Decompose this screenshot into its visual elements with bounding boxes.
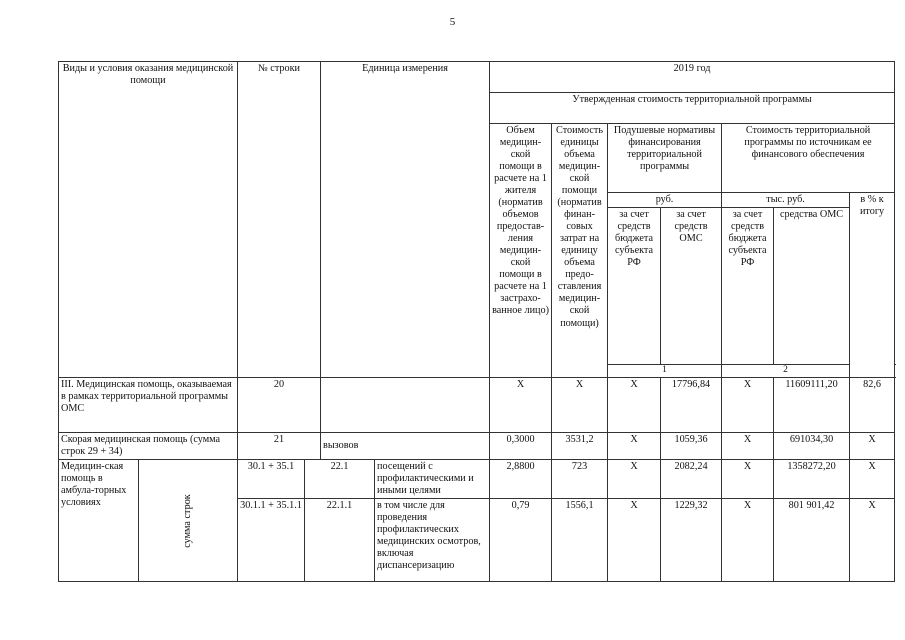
header-row-1 (59, 62, 895, 93)
row-oms: 17796,84 (661, 378, 722, 433)
row-percent: Х (850, 433, 895, 460)
row-unit-cost: 3531,2 (552, 433, 608, 460)
row-budget-2: Х (722, 499, 774, 582)
header-percent: в % к итогу (850, 193, 895, 378)
header-volume: Объем медицин-ской помощи в расчете на 1 жителя (норматив объемов предостав-ления медицин-ской помощи в расчете на 1 застрахо-ванное лицо) (490, 124, 552, 378)
header-approved-cost: Утвержденная стоимость территориальной программы (490, 93, 895, 124)
row-volume: 2,8800 (490, 460, 552, 499)
row-budget: Х (608, 378, 661, 433)
header-by-sources: Стоимость территориальной программы по источникам ее финансового обеспечения (722, 124, 895, 193)
row-unit-cost: 1556,1 (552, 499, 608, 582)
row-subline-number: 22.1 (305, 460, 375, 499)
row-percent: Х (850, 499, 895, 582)
column-number: 2 (722, 365, 850, 378)
row-unit: посещений с профилактическими и иными целями (375, 460, 490, 499)
row-budget-2: Х (722, 460, 774, 499)
row-budget: Х (608, 499, 661, 582)
row-name: Скорая медицинская помощь (сумма строк 29 + 34) (59, 433, 238, 460)
tariff-table (58, 61, 895, 582)
row-oms-total: 11609111,20 (774, 378, 850, 433)
header-budget-2: за счет средств бюджета субъекта РФ (722, 208, 774, 365)
row-unit (321, 378, 490, 433)
header-budget: за счет средств бюджета субъекта РФ (608, 208, 661, 365)
row-volume: 0,79 (490, 499, 552, 582)
row-budget: Х (608, 460, 661, 499)
vertical-label-text: сумма строк (181, 493, 193, 548)
row-line-number: 30.1.1 + 35.1.1 (238, 499, 305, 582)
row-name: III. Медицинская помощь, оказываемая в рамках территориальной программы ОМС (59, 378, 238, 433)
header-oms: за счет средств ОМС (661, 208, 722, 365)
row-unit-cost: 723 (552, 460, 608, 499)
row-unit-cost: Х (552, 378, 608, 433)
header-thous-rub: тыс. руб. (722, 193, 850, 208)
row-budget: Х (608, 433, 661, 460)
header-year: 2019 год (490, 62, 895, 93)
row-vertical-label (139, 460, 238, 582)
row-line-number: 21 (238, 433, 321, 460)
row-volume: Х (490, 378, 552, 433)
header-line-number: № строки (238, 62, 321, 378)
row-oms: 1229,32 (661, 499, 722, 582)
row-line-number: 30.1 + 35.1 (238, 460, 305, 499)
table-row (59, 433, 895, 460)
row-volume: 0,3000 (490, 433, 552, 460)
header-rub: руб. (608, 193, 722, 208)
row-subline-number: 22.1.1 (305, 499, 375, 582)
row-unit: в том числе для проведения профилактических медицинских осмотров, включая диспансеризацию (375, 499, 490, 582)
table-row (59, 460, 895, 499)
header-oms-funds: средства ОМС (774, 208, 850, 365)
page-number: 5 (449, 16, 456, 28)
header-unit: Единица измерения (321, 62, 490, 378)
row-oms-total: 691034,30 (774, 433, 850, 460)
row-oms: 1059,36 (661, 433, 722, 460)
row-group-name: Медицин-ская помощь в амбула-торных условиях (59, 460, 139, 582)
row-unit: вызовов (321, 433, 490, 460)
header-types: Виды и условия оказания медицинской помощи (59, 62, 238, 378)
header-unit-cost: Стоимость единицы объема медицин-ской помощи (норматив финан-совых затрат на единицу объема предо-ставления медицин-ской помощи) (552, 124, 608, 378)
column-number: 1 (608, 365, 722, 378)
row-budget-2: Х (722, 378, 774, 433)
row-percent: 82,6 (850, 378, 895, 433)
table-row (59, 378, 895, 433)
row-oms-total: 801 901,42 (774, 499, 850, 582)
row-line-number: 20 (238, 378, 321, 433)
row-percent: Х (850, 460, 895, 499)
row-budget-2: Х (722, 433, 774, 460)
header-per-capita: Подушевые нормативы финансирования территориальной программы (608, 124, 722, 193)
row-oms: 2082,24 (661, 460, 722, 499)
row-oms-total: 1358272,20 (774, 460, 850, 499)
